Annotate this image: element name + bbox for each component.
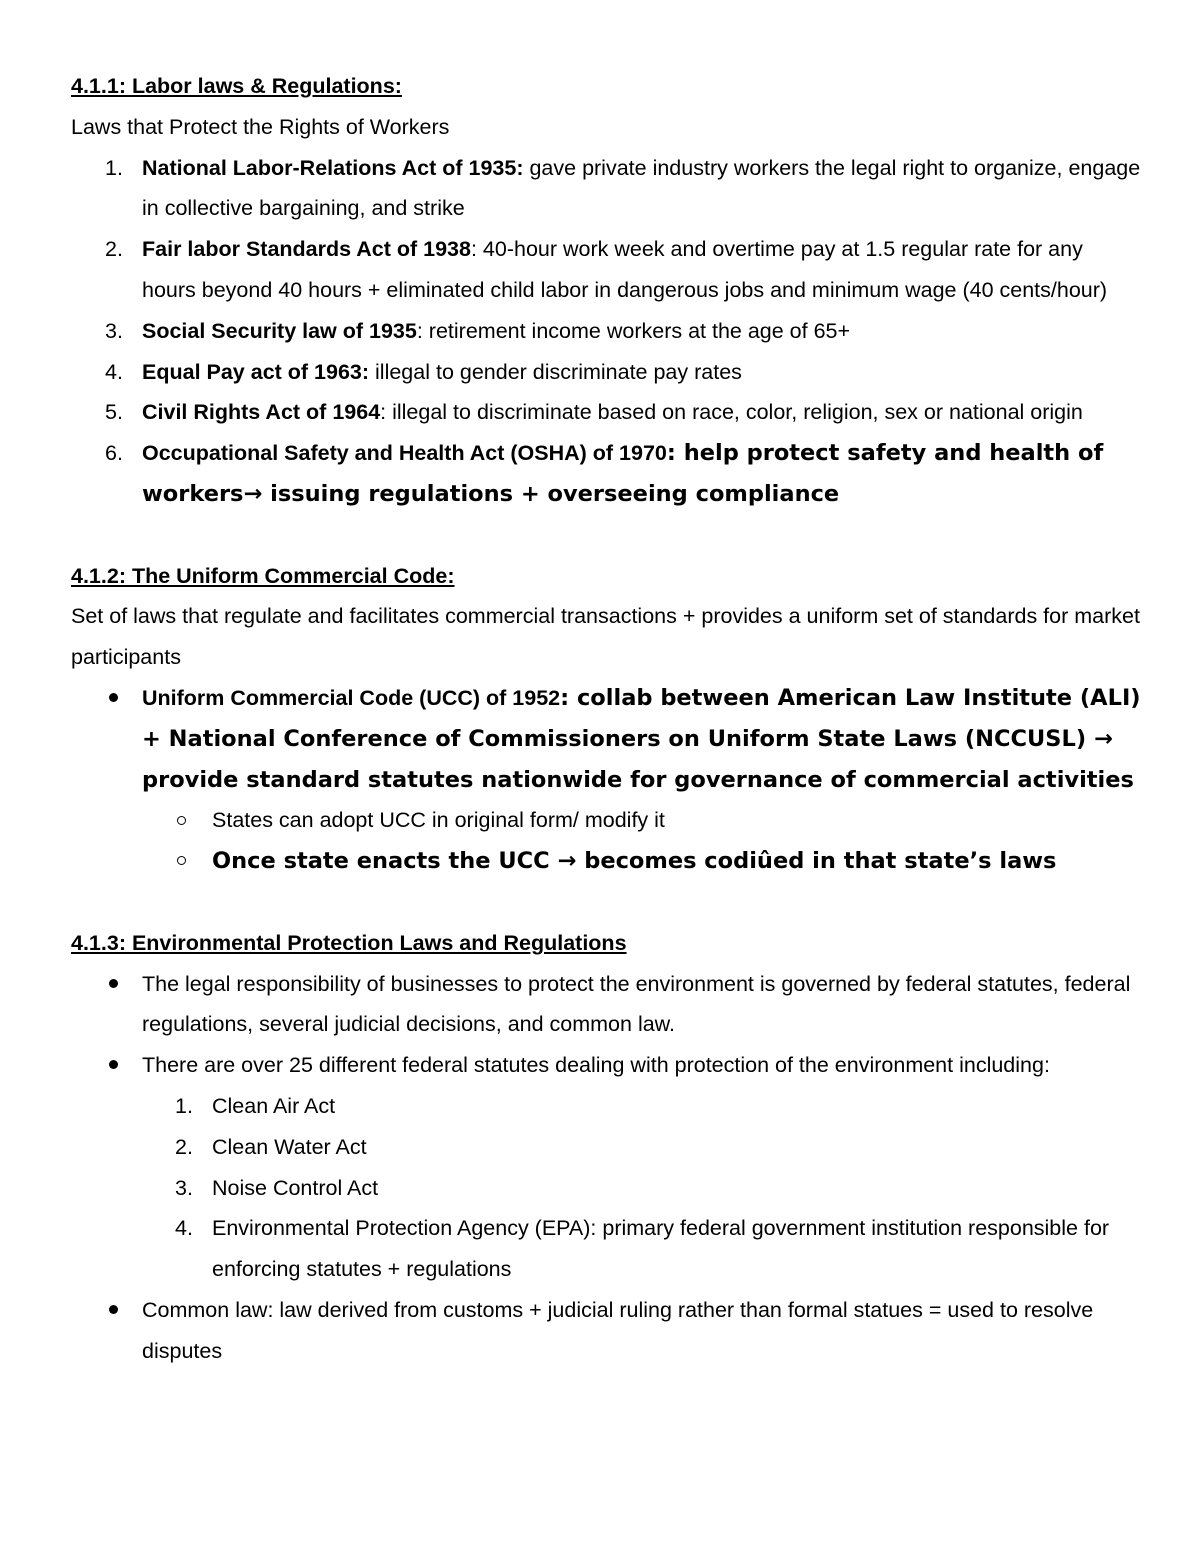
list-item <box>71 1086 1141 1127</box>
list-item <box>71 1045 1141 1086</box>
list-item <box>71 392 1141 433</box>
list-number: 3. <box>105 318 123 343</box>
document-page <box>71 66 1141 1372</box>
law-description: : help protect safety and health of workers→ issuing regulations + overseeing compliance <box>142 440 1104 507</box>
labor-laws-list <box>71 148 1141 515</box>
section-intro-labor-laws: Laws that Protect the Rights of Workers <box>71 114 450 139</box>
statute-text: Clean Water Act <box>212 1134 367 1159</box>
section-intro-ucc: Set of laws that regulate and facilitates commercial transactions + provides a uniform set of standards for market participants <box>71 604 1140 670</box>
list-number: 2. <box>175 1134 193 1159</box>
section-heading-ucc: 4.1.2: The Uniform Commercial Code: <box>71 563 455 588</box>
spacer <box>71 882 1141 923</box>
bullet-text: Common law: law derived from customs + judicial ruling rather than formal statues = used to resolve disputes <box>142 1297 1094 1363</box>
list-item <box>71 1290 1141 1372</box>
list-item <box>71 148 1141 230</box>
bullet-text: There are over 25 different federal statutes dealing with protection of the environment including: <box>142 1053 1050 1078</box>
list-item <box>71 352 1141 393</box>
law-name: Uniform Commercial Code (UCC) of 1952 <box>142 685 561 710</box>
law-description: : retirement income workers at the age of 65+ <box>416 318 851 343</box>
law-name: Civil Rights Act of 1964 <box>142 400 381 425</box>
list-item <box>71 229 1141 311</box>
bullet-icon <box>109 678 118 719</box>
list-item <box>71 311 1141 352</box>
law-description: illegal to gender discriminate pay rates <box>369 359 742 384</box>
environmental-list-continued <box>71 1290 1141 1372</box>
spacer <box>71 515 1141 556</box>
list-number: 1. <box>175 1093 193 1118</box>
law-name: National Labor-Relations Act of 1935: <box>142 155 524 180</box>
statute-text: Clean Air Act <box>212 1093 336 1118</box>
list-number: 3. <box>175 1175 193 1200</box>
section-heading-labor-laws: 4.1.1: Labor laws & Regulations: <box>71 74 402 98</box>
list-number: 2. <box>105 237 123 262</box>
statute-text: Noise Control Act <box>212 1175 379 1200</box>
sub-item-text: Once state enacts the UCC → becomes codiûed in that state’s laws <box>212 848 1057 875</box>
list-number: 1. <box>105 155 123 180</box>
law-name: Social Security law of 1935 <box>142 318 417 343</box>
bullet-icon <box>109 964 118 1005</box>
environmental-list <box>71 964 1141 1086</box>
list-item <box>71 1208 1141 1290</box>
law-description: gave private industry workers the legal right to organize, engage in collective bargaining, and strike <box>142 155 1141 221</box>
law-description: : illegal to discriminate based on race, color, religion, sex or national origin <box>380 400 1083 425</box>
environmental-statutes-list <box>71 1086 1141 1290</box>
section-heading-environmental: 4.1.3: Environmental Protection Laws and Regulations <box>71 930 627 955</box>
bullet-icon <box>109 1290 118 1331</box>
ucc-list <box>71 678 1141 800</box>
bullet-text: The legal responsibility of businesses to protect the environment is governed by federal statutes, federal regulations, several judicial decisions, and common law. <box>142 971 1131 1037</box>
sub-item-text: States can adopt UCC in original form/ modify it <box>212 808 665 833</box>
list-number: 5. <box>105 400 123 425</box>
list-item <box>71 1168 1141 1209</box>
list-number: 4. <box>175 1216 193 1241</box>
list-item <box>71 800 1141 841</box>
list-number: 6. <box>105 441 123 466</box>
law-name: Equal Pay act of 1963: <box>142 359 370 384</box>
list-item <box>71 678 1141 800</box>
law-description: : 40-hour work week and overtime pay at 1.5 regular rate for any hours beyond 40 hours + eliminated child labor in dangerous jobs and minimum wage (40 cents/hour) <box>142 237 1108 302</box>
hollow-bullet-icon <box>177 841 186 882</box>
list-item <box>71 841 1141 882</box>
hollow-bullet-icon <box>177 800 186 841</box>
list-item <box>71 964 1141 1046</box>
list-item <box>71 433 1141 515</box>
list-number: 4. <box>105 359 123 384</box>
list-item <box>71 1127 1141 1168</box>
statute-text: Environmental Protection Agency (EPA): primary federal government institution responsible for enforcing statutes + regulations <box>212 1216 1110 1282</box>
law-description: : collab between American Law Institute (ALI) + National Conference of Commissioners on Uniform State Laws (NCCUSL) → provide standard statutes nationwide for governance of commercial activities <box>142 684 1141 793</box>
bullet-icon <box>109 1045 118 1086</box>
law-name: Occupational Safety and Health Act (OSHA) of 1970 <box>142 441 667 466</box>
law-name: Fair labor Standards Act of 1938 <box>142 237 471 262</box>
ucc-sublist <box>71 800 1141 882</box>
